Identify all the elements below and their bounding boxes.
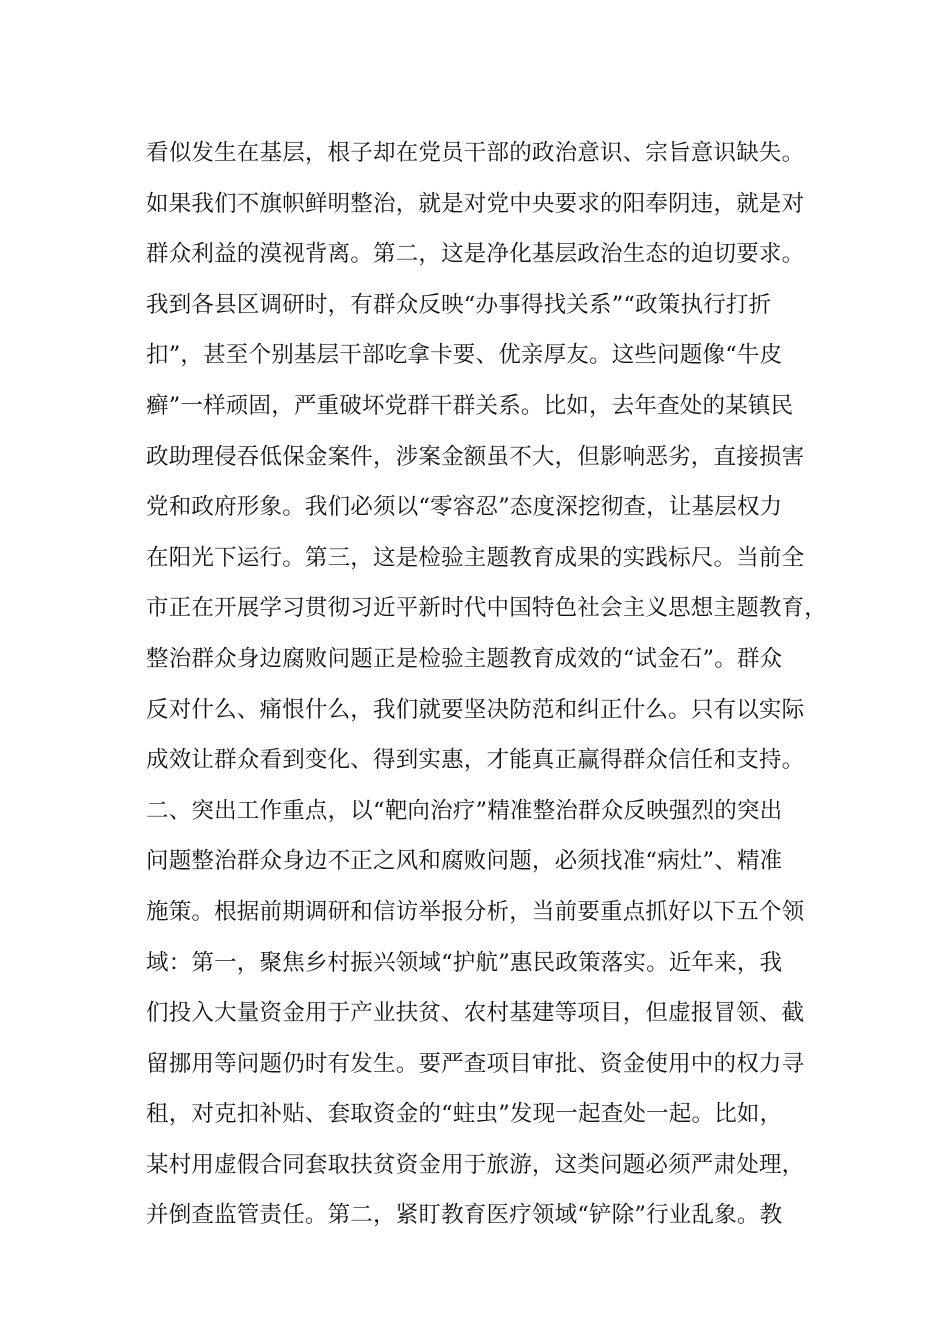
text-line: 们投入大量资金用于产业扶贫、农村基建等项目，但虚报冒领、截 — [146, 1000, 805, 1027]
text-line: 施策。根据前期调研和信访举报分析，当前要重点抓好以下五个领 — [146, 898, 805, 925]
text-line: 癣”一样顽固，严重破坏党群干群关系。比如，去年查处的某镇民 — [146, 392, 794, 419]
text-line: 某村用虚假合同套取扶贫资金用于旅游，这类问题必须严肃处理， — [146, 1151, 805, 1178]
text-line: 问题整治群众身边不正之风和腐败问题，必须找准“病灶”、精准 — [146, 848, 783, 875]
text-line: 市正在开展学习贯彻习近平新时代中国特色社会主义思想主题教育， — [146, 595, 828, 622]
text-line: 整治群众身边腐败问题正是检验主题教育成效的“试金石”。群众 — [146, 645, 783, 672]
text-line: 在阳光下运行。第三，这是检验主题教育成果的实践标尺。当前全 — [146, 544, 805, 571]
text-line: 如果我们不旗帜鲜明整治，就是对党中央要求的阳奉阴违，就是对 — [146, 190, 805, 217]
text-line: 我到各县区调研时，有群众反映“办事得找关系”“政策执行打折 — [146, 291, 772, 318]
text-line: 域：第一，聚焦乡村振兴领域“护航”惠民政策落实。近年来，我 — [146, 949, 783, 976]
text-line: 租，对克扣补贴、套取资金的“蛀虫”发现一起查处一起。比如， — [146, 1101, 783, 1128]
text-line: 反对什么、痛恨什么，我们就要坚决防范和纠正什么。只有以实际 — [146, 696, 805, 723]
text-line: 政助理侵吞低保金案件，涉案金额虽不大，但影响恶劣，直接损害 — [146, 443, 805, 470]
text-line: 成效让群众看到变化、得到实惠，才能真正赢得群众信任和支持。 — [146, 747, 805, 774]
body-text — [146, 128, 826, 1241]
text-line: 党和政府形象。我们必须以“零容忍”态度深挖彻查，让基层权力 — [146, 494, 783, 521]
text-line: 留挪用等问题仍时有发生。要严查项目审批、资金使用中的权力寻 — [146, 1050, 805, 1077]
text-line: 看似发生在基层，根子却在党员干部的政治意识、宗旨意识缺失。 — [146, 140, 805, 166]
text-line: 并倒查监管责任。第二，紧盯教育医疗领域“铲除”行业乱象。教 — [146, 1202, 783, 1229]
text-line: 扣”，甚至个别基层干部吃拿卡要、优亲厚友。这些问题像“牛皮 — [146, 342, 783, 369]
text-line: 群众利益的漠视背离。第二，这是净化基层政治生态的迫切要求。 — [146, 241, 805, 268]
section-heading-line: 二、突出工作重点，以“靶向治疗”精准整治群众反映强烈的突出 — [146, 797, 783, 824]
